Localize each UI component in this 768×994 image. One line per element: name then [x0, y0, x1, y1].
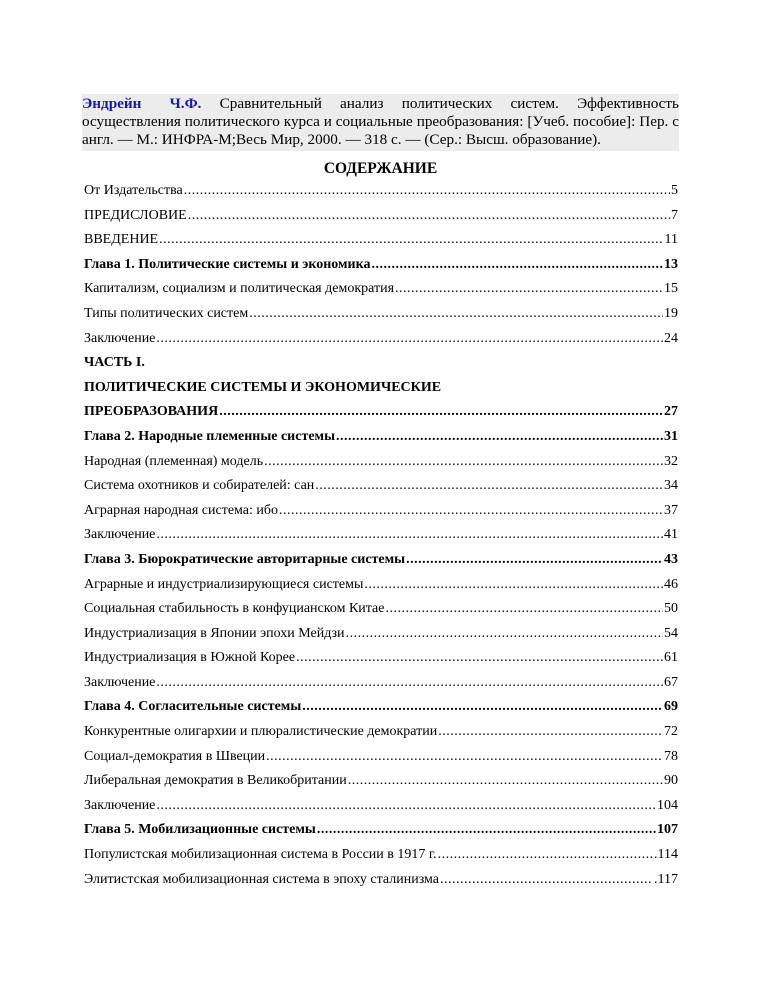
toc-entry[interactable] — [84, 626, 678, 651]
toc-entry[interactable] — [84, 822, 678, 847]
dot-leader — [264, 454, 663, 470]
dot-leader — [406, 552, 663, 568]
toc-entry[interactable] — [84, 552, 678, 577]
dot-leader — [296, 650, 663, 666]
toc-entry-label: ПРЕОБРАЗОВАНИЯ — [84, 404, 219, 420]
toc-entry-page: 15 — [664, 281, 678, 297]
toc-entry-label: Индустриализация в Японии эпохи Мейдзи — [84, 625, 345, 641]
dot-leader — [440, 872, 653, 888]
toc-entry-page: 54 — [664, 625, 678, 641]
author-name: Эндрейн Ч.Ф. — [82, 95, 202, 112]
toc-entry-label: Глава 3. Бюрократические авторитарные системы — [84, 551, 406, 567]
toc-entry-label: Система охотников и собирателей: сан — [84, 478, 315, 494]
toc-entry-label: ПРЕДИСЛОВИЕ — [84, 207, 187, 223]
toc-entry-page: 34 — [664, 478, 678, 494]
dot-leader — [159, 232, 663, 248]
toc-entry[interactable] — [84, 527, 678, 552]
toc-entry-page: 24 — [664, 330, 678, 346]
toc-entry-label: Элитистская мобилизационная система в эпоху сталинизма — [84, 871, 439, 887]
toc-entry-label: Конкурентные олигархии и плюралистические демократии — [84, 724, 438, 740]
toc-entry[interactable] — [84, 232, 678, 257]
toc-entry-page: 41 — [664, 527, 678, 543]
toc-entry[interactable] — [84, 749, 678, 774]
toc-entry[interactable] — [84, 847, 678, 872]
toc-entry-label: Заключение — [84, 527, 156, 543]
toc-entry[interactable] — [84, 404, 678, 429]
toc-entry-page: 107 — [657, 822, 678, 838]
toc-entry-label: Заключение — [84, 330, 156, 346]
toc-entry-page: 72 — [664, 724, 678, 740]
dot-leader — [279, 503, 663, 519]
toc-entry[interactable] — [84, 380, 678, 405]
toc-entry-page: 67 — [664, 674, 678, 690]
dot-leader — [395, 281, 663, 297]
toc-entry-page: 32 — [664, 453, 678, 469]
dot-leader — [346, 626, 663, 642]
toc-entry-page: .114 — [654, 847, 678, 863]
toc-entry[interactable] — [84, 355, 678, 380]
dot-leader — [315, 478, 663, 494]
dot-leader — [317, 822, 656, 838]
toc-entry[interactable] — [84, 577, 678, 602]
toc-entry[interactable] — [84, 454, 678, 479]
toc-title: СОДЕРЖАНИЕ — [323, 160, 438, 177]
toc-entry-label: ПОЛИТИЧЕСКИЕ СИСТЕМЫ И ЭКОНОМИЧЕСКИЕ — [84, 379, 442, 395]
toc-entry[interactable] — [84, 650, 678, 675]
toc-entry-page: 7 — [671, 207, 678, 223]
toc-entry[interactable] — [84, 699, 678, 724]
dot-leader — [188, 208, 670, 224]
toc-entry-label: ЧАСТЬ I. — [84, 355, 145, 371]
dot-leader — [184, 183, 670, 199]
dot-leader — [336, 429, 663, 445]
toc-entry-label: Аграрная народная система: ибо — [84, 502, 279, 518]
toc-entry-page: 13 — [664, 256, 678, 272]
toc-entry[interactable] — [84, 724, 678, 749]
toc-entry[interactable] — [84, 257, 678, 282]
toc-entry-page: 104 — [657, 797, 678, 813]
dot-leader — [156, 331, 663, 347]
dot-leader — [156, 675, 663, 691]
toc-entry-label: Глава 2. Народные племенные системы — [84, 428, 336, 444]
toc-entry-label: Социал-демократия в Швеции — [84, 748, 266, 764]
toc-entry-label: Аграрные и индустриализирующиеся системы — [84, 576, 364, 592]
toc-entry-page: 43 — [664, 551, 678, 567]
toc-entry-page: 69 — [664, 699, 678, 715]
dot-leader — [364, 577, 663, 593]
toc-entry-page: .117 — [654, 871, 678, 887]
toc-entry[interactable] — [84, 331, 678, 356]
bibliographic-reference — [82, 94, 679, 151]
dot-leader — [302, 699, 663, 715]
toc-entry-page: 11 — [664, 232, 678, 248]
toc-entry-page: 90 — [664, 773, 678, 789]
toc-entry-label: Глава 1. Политические системы и экономика — [84, 256, 371, 272]
toc-entry[interactable] — [84, 601, 678, 626]
table-of-contents — [84, 183, 678, 896]
dot-leader — [348, 773, 663, 789]
toc-entry-label: Заключение — [84, 797, 156, 813]
toc-entry-label: Глава 4. Согласительные системы — [84, 699, 302, 715]
toc-entry-label: Либеральная демократия в Великобритании — [84, 773, 347, 789]
toc-entry[interactable] — [84, 675, 678, 700]
dot-leader — [371, 257, 663, 273]
dot-leader — [438, 847, 653, 863]
toc-entry-page: 61 — [664, 650, 678, 666]
toc-entry-label: Индустриализация в Южной Корее — [84, 650, 296, 666]
toc-entry-page: 50 — [664, 601, 678, 617]
toc-entry[interactable] — [84, 872, 678, 897]
toc-entry[interactable] — [84, 478, 678, 503]
toc-entry[interactable] — [84, 503, 678, 528]
dot-leader — [156, 527, 663, 543]
toc-entry-label: Глава 5. Мобилизационные системы — [84, 822, 316, 838]
dot-leader — [438, 724, 663, 740]
toc-entry-label: Типы политических систем — [84, 305, 249, 321]
toc-entry-page: 31 — [664, 428, 678, 444]
toc-entry-label: Капитализм, социализм и политическая демократия — [84, 281, 395, 297]
toc-entry[interactable] — [84, 281, 678, 306]
toc-entry[interactable] — [84, 429, 678, 454]
dot-leader — [266, 749, 663, 765]
toc-entry[interactable] — [84, 773, 678, 798]
toc-entry-label: От Издательства — [84, 183, 183, 198]
toc-entry[interactable] — [84, 798, 678, 823]
toc-entry-label: Социальная стабильность в конфуцианском Китае — [84, 601, 385, 617]
toc-entry[interactable] — [84, 306, 678, 331]
toc-entry-label: Народная (племенная) модель — [84, 453, 264, 469]
toc-entry[interactable] — [84, 208, 678, 233]
dot-leader — [219, 404, 663, 420]
dot-leader — [156, 798, 656, 814]
toc-entry-page: 37 — [664, 502, 678, 518]
toc-entry-page: 19 — [664, 305, 678, 321]
bibliographic-description: Сравнительный анализ политических систем. Эффективность осуществления политического курса и социальные преобразования: [Учеб. пособие]: Пер. с англ. — М.: ИНФРА-М;Весь Мир, 2000. — 318 с. — (Сер.: Высш. образование). — [82, 95, 679, 148]
toc-entry-page: 27 — [664, 404, 678, 420]
toc-entry-page: 78 — [664, 748, 678, 764]
toc-entry-label: Популистская мобилизационная система в России в 1917 г. — [84, 847, 437, 863]
toc-entry-label: ВВЕДЕНИЕ — [84, 232, 159, 248]
dot-leader — [386, 601, 664, 617]
toc-entry-page: 5 — [671, 183, 678, 198]
toc-entry[interactable] — [84, 183, 678, 208]
toc-entry-page: 46 — [664, 576, 678, 592]
toc-entry-label: Заключение — [84, 674, 156, 690]
dot-leader — [249, 306, 663, 322]
